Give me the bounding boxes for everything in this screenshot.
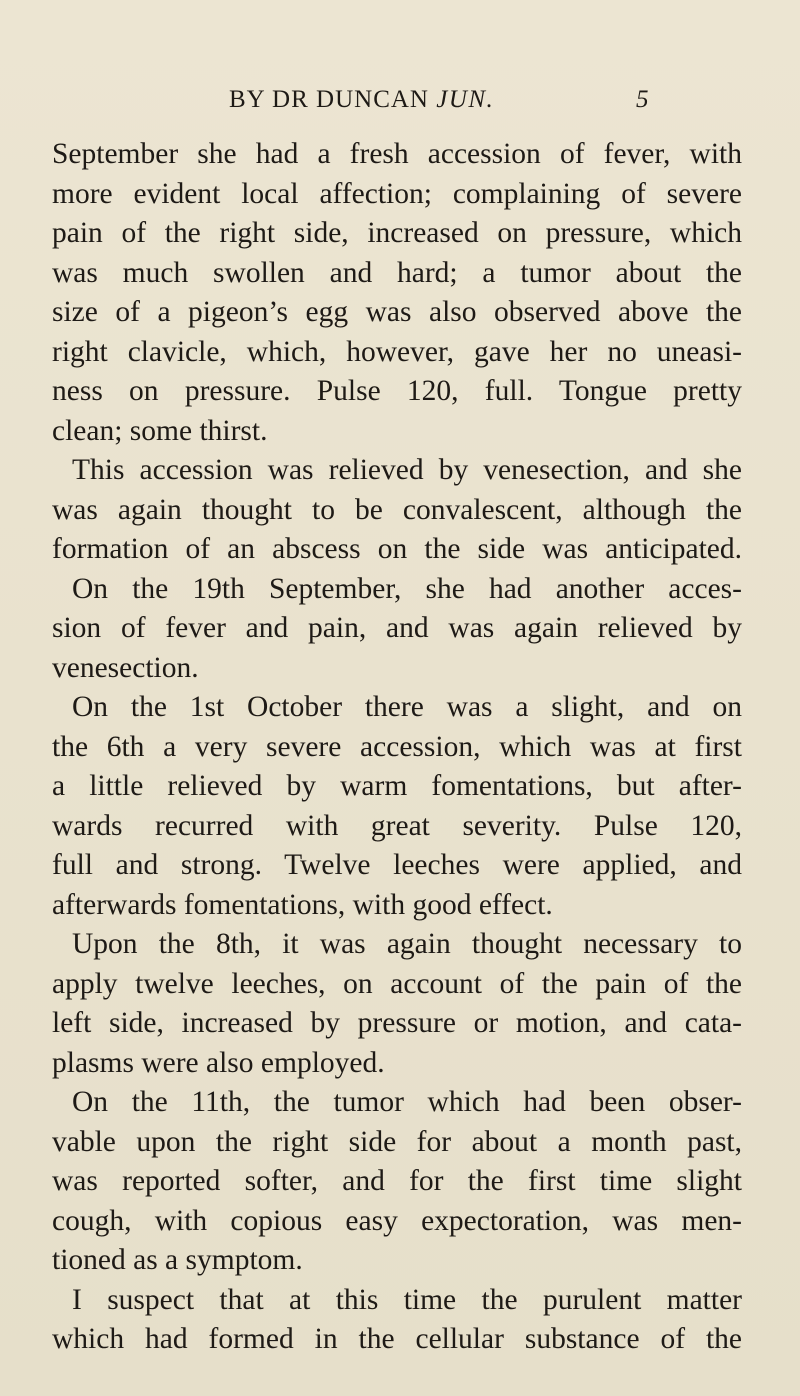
text-line: which had formed in the cellular substance of the — [52, 1323, 742, 1355]
body-text — [52, 135, 742, 1360]
text-line: On the 11th, the tumor which had been obser- — [72, 1086, 742, 1118]
text-line: right clavicle, which, however, gave her no uneasi- — [52, 335, 742, 368]
text-line: clean; some thirst. — [52, 414, 268, 447]
text-line: was reported softer, and for the first time slight — [52, 1165, 742, 1197]
text-line: the 6th a very severe accession, which was at first — [52, 730, 742, 763]
text-line: On the 1st October there was a slight, and on — [72, 691, 742, 723]
text-line: I suspect that at this time the purulent matter — [72, 1283, 742, 1316]
text-line: Upon the 8th, it was again thought necessary to — [72, 928, 742, 960]
text-line: This accession was relieved by venesection, and she — [72, 454, 742, 486]
text-line: pain of the right side, increased on pressure, which — [52, 217, 742, 249]
running-head — [0, 86, 800, 126]
text-line: ness on pressure. Pulse 120, full. Tongue pretty — [52, 375, 742, 407]
text-line: afterwards fomentations, with good effect. — [52, 888, 553, 921]
running-head-title — [229, 86, 494, 114]
text-line: tioned as a symptom. — [52, 1244, 303, 1276]
text-line: formation of an abscess on the side was anticipated. — [52, 533, 742, 565]
text-line: a little relieved by warm fomentations, but after- — [52, 770, 742, 802]
text-line: more evident local affection; complaining of severe — [52, 177, 742, 210]
text-line: On the 19th September, she had another acces- — [72, 572, 742, 605]
text-line: was much swollen and hard; a tumor about the — [52, 256, 742, 289]
page-number: 5 — [636, 86, 649, 113]
running-head-suffix: JUN. — [436, 86, 495, 113]
text-line: venesection. — [52, 651, 199, 684]
text-line: size of a pigeon’s egg was also observed above the — [52, 296, 742, 328]
text-line: apply twelve leeches, on account of the pain of the — [52, 967, 742, 1000]
text-line: wards recurred with great severity. Pulse 120, — [52, 809, 742, 842]
text-line: was again thought to be convalescent, although the — [52, 493, 742, 526]
text-line: cough, with copious easy expectoration, was men- — [52, 1204, 742, 1237]
text-line: sion of fever and pain, and was again relieved by — [52, 612, 742, 644]
text-line: plasms were also employed. — [52, 1046, 385, 1079]
text-line: vable upon the right side for about a month past, — [52, 1125, 742, 1158]
text-line: full and strong. Twelve leeches were applied, and — [52, 849, 742, 881]
text-line: September she had a fresh accession of fever, with — [52, 138, 742, 170]
running-head-author: BY DR DUNCAN — [229, 86, 437, 113]
text-line: left side, increased by pressure or motion, and cata- — [52, 1007, 742, 1039]
